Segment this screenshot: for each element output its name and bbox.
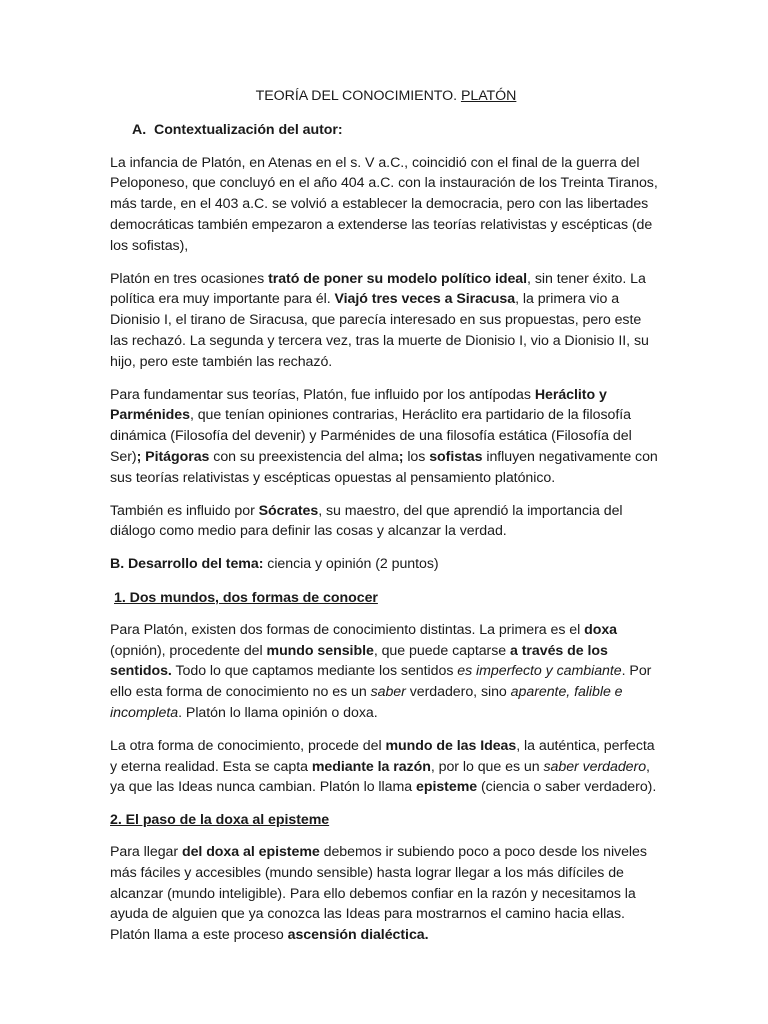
italic-run: saber bbox=[370, 684, 406, 701]
text-run: Para Platón, existen dos formas de conocimiento distintas. La primera es el bbox=[110, 621, 585, 638]
bold-run: Heráclito y Parménides bbox=[110, 386, 607, 424]
text-run: . Platón lo llama opinión o doxa. bbox=[178, 704, 378, 721]
bold-run: mundo de las Ideas bbox=[385, 737, 517, 754]
text-run: , sin tener éxito. La política era muy importante para él. bbox=[110, 270, 646, 308]
text-run: , su maestro, del que aprendió la importancia del diálogo como medio para definir las cosas y alcanzar la verdad. bbox=[110, 502, 623, 540]
paragraph-siracusa bbox=[110, 269, 662, 373]
section-b-rest: ciencia y opinión (2 puntos) bbox=[263, 556, 439, 573]
text-run: , la primera vio a Dionisio I, el tirano de Siracusa, que parecía interesado en sus propuestas, pero este las rechazó. La segunda y tercera vez, tras la muerte de Dionisio I, vio a Dionisio II, su hijo, pero este también las rechazó. bbox=[110, 291, 649, 370]
text-run: , ya que las Ideas nunca cambian. Platón lo llama bbox=[110, 758, 650, 796]
bold-run: ascensión dialéctica. bbox=[287, 927, 429, 944]
text-run: , por lo que es un bbox=[430, 758, 544, 775]
section-a-heading bbox=[110, 120, 662, 141]
bold-run: ; bbox=[398, 448, 404, 465]
bold-run: trató de poner su modelo político ideal bbox=[268, 270, 528, 287]
text-run: influyen negativamente con sus teorías relativistas y escépticas opuestas al pensamiento platónico. bbox=[110, 448, 658, 486]
italic-run: saber verdadero bbox=[543, 758, 647, 775]
bold-run: del doxa al episteme bbox=[181, 843, 320, 860]
italic-run: es imperfecto y cambiante bbox=[457, 663, 622, 680]
paragraph-context-childhood bbox=[110, 153, 662, 257]
text-run: debemos ir subiendo poco a poco desde los niveles más fáciles y accesibles (mundo sensible) hasta lograr llegar a los más difíciles de alcanzar (mundo inteligible). Para ello debemos confiar en la razón y necesitamos la ayuda de alguien que ya conozca las Ideas para mostrarnos el camino hacia ellas. Platón llama a este proceso bbox=[110, 843, 647, 944]
bold-run: sofistas bbox=[429, 448, 483, 465]
paragraph-doxa bbox=[110, 620, 662, 724]
bold-run: mediante la razón bbox=[311, 758, 431, 775]
text-run: Platón en tres ocasiones bbox=[110, 270, 269, 287]
text-run: , que puede captarse bbox=[373, 642, 511, 659]
text-run: (opnión), procedente del bbox=[110, 642, 267, 659]
bold-run: Viajó tres veces a Siracusa bbox=[334, 291, 516, 308]
text-run: . Por ello esta forma de conocimiento no es un bbox=[110, 663, 652, 701]
section-b-label: B. Desarrollo del tema: bbox=[110, 556, 264, 573]
section-a-label: Contextualización del autor: bbox=[154, 121, 343, 138]
italic-run: aparente, falible e incompleta bbox=[110, 684, 623, 721]
paragraph-episteme bbox=[110, 736, 662, 798]
text-run: También es influido por bbox=[110, 502, 259, 519]
document-title bbox=[110, 86, 662, 107]
subsection-2-heading: 2. El paso de la doxa al episteme bbox=[110, 812, 330, 829]
paragraph-socrates bbox=[110, 501, 662, 543]
text-run: Para llegar bbox=[110, 843, 182, 860]
title-main: TEORÍA DEL CONOCIMIENTO. bbox=[255, 88, 458, 104]
subsection-1-heading: 1. Dos mundos, dos formas de conocer bbox=[114, 589, 378, 606]
bold-run: Sócrates bbox=[258, 502, 319, 519]
document-page bbox=[110, 86, 662, 958]
text-run: La infancia de Platón, en Atenas en el s. V a.C., coincidió con el final de la guerra del Peloponeso, que concluyó en el año 404 a.C. con la instauración de los Treinta Tiranos, más tarde, en el 403 a.C. se volvió a establecer la democracia, pero con las libertades democráticas también empezaron a extenderse las teorías relativistas y escépticas (de los sofistas), bbox=[110, 154, 658, 254]
text-run: , que tenían opiniones contrarias, Heráclito era partidario de la filosofía dinámica (Filosofía del devenir) y Parménides de una filosofía estática (Filosofía del Ser) bbox=[110, 407, 632, 465]
text-run: verdadero, sino bbox=[405, 684, 511, 701]
text-run: con su preexistencia del alma bbox=[209, 448, 399, 465]
bold-run: mundo sensible bbox=[266, 642, 374, 659]
section-a-letter: A. bbox=[132, 121, 147, 138]
bold-run: a través de los sentidos. bbox=[110, 642, 608, 680]
section-b-heading bbox=[110, 554, 662, 575]
text-run: Para fundamentar sus teorías, Platón, fue influido por los antípodas bbox=[110, 386, 535, 403]
bold-run: ; Pitágoras bbox=[136, 448, 210, 465]
bold-run: doxa bbox=[584, 621, 618, 638]
bold-run: episteme bbox=[415, 779, 478, 796]
text-run: Todo lo que captamos mediante los sentidos bbox=[171, 663, 458, 680]
title-author: PLATÓN bbox=[460, 88, 517, 104]
text-run: La otra forma de conocimiento, procede del bbox=[110, 737, 386, 754]
paragraph-influences bbox=[110, 385, 662, 489]
text-run: , la auténtica, perfecta y eterna realidad. Esta se capta bbox=[110, 737, 655, 775]
text-run: los bbox=[403, 448, 430, 465]
paragraph-ascension bbox=[110, 842, 662, 946]
text-run: (ciencia o saber verdadero). bbox=[477, 779, 657, 796]
